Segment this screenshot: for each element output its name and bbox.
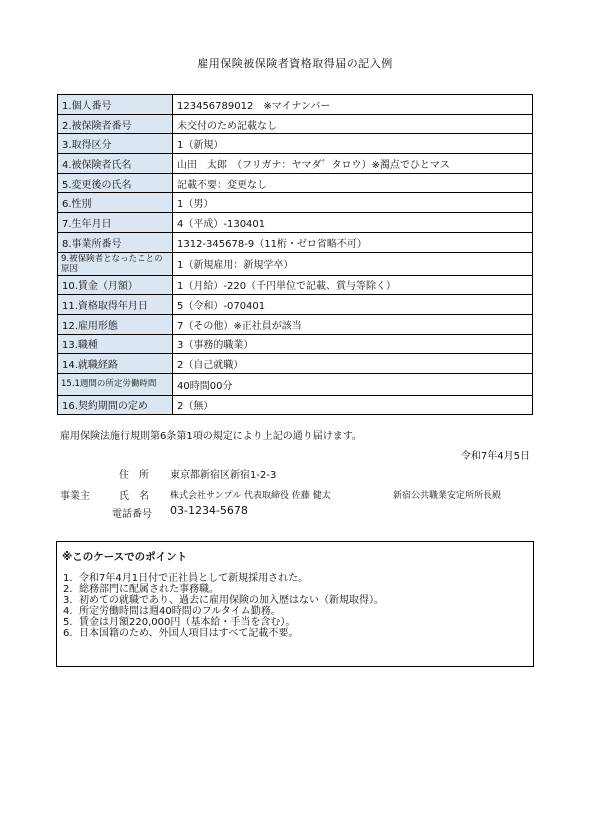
field-label: 7.生年月日 bbox=[58, 213, 173, 233]
field-label: 9.被保険者となったことの原因 bbox=[58, 252, 173, 275]
notice-text: 雇用保険法施行規則第6条第1項の規定により上記の通り届けます。 bbox=[60, 431, 362, 442]
form-row bbox=[58, 95, 533, 115]
field-label: 6.性別 bbox=[58, 193, 173, 213]
form-row bbox=[58, 154, 533, 174]
submission-date: 令和7年4月5日 bbox=[460, 451, 530, 462]
field-value: 123456789012 ※マイナンバー bbox=[173, 95, 533, 115]
field-label: 13.職種 bbox=[58, 334, 173, 354]
point-number: 6. bbox=[63, 628, 73, 639]
form-row bbox=[58, 252, 533, 275]
field-value: 山田 太郎 （フリガナ：ヤマダ゛タロウ）※濁点でひとマス bbox=[173, 154, 533, 174]
field-label: 14.就職経路 bbox=[58, 354, 173, 374]
form-row bbox=[58, 173, 533, 193]
point-item bbox=[57, 606, 384, 617]
point-item bbox=[57, 617, 384, 628]
field-label: 12.雇用形態 bbox=[58, 314, 173, 334]
field-value: 記載不要：変更なし bbox=[173, 173, 533, 193]
field-value: 1（新規雇用：新規学卒） bbox=[173, 252, 533, 275]
point-text: 日本国籍のため、外国人項目はすべて記載不要。 bbox=[79, 628, 299, 639]
point-text: 初めての就職であり、過去に雇用保険の加入歴はない（新規取得）。 bbox=[79, 595, 384, 606]
form-row bbox=[58, 354, 533, 374]
point-item bbox=[57, 573, 384, 584]
form-row bbox=[58, 275, 533, 295]
form-row bbox=[58, 213, 533, 233]
address-label: 住 所 bbox=[119, 470, 149, 481]
form-row bbox=[58, 193, 533, 213]
point-item bbox=[57, 628, 384, 639]
point-number: 1. bbox=[63, 573, 73, 584]
field-label: 15.1週間の所定労働時間 bbox=[58, 373, 173, 395]
field-value: 1312-345678-9（11桁・ゼロ省略不可） bbox=[173, 232, 533, 252]
form-row bbox=[58, 295, 533, 315]
point-text: 所定労働時間は週40時間のフルタイム勤務。 bbox=[79, 606, 281, 617]
point-number: 4. bbox=[63, 606, 73, 617]
field-value: 1（月給）-220（千円単位で記載、賞与等除く） bbox=[173, 275, 533, 295]
point-number: 2. bbox=[63, 584, 73, 595]
point-text: 賃金は月額220,000円（基本給・手当を含む）。 bbox=[79, 617, 296, 628]
field-label: 2.被保険者番号 bbox=[58, 114, 173, 134]
point-number: 3. bbox=[63, 595, 73, 606]
field-value: 未交付のため記載なし bbox=[173, 114, 533, 134]
field-label: 8.事業所番号 bbox=[58, 232, 173, 252]
points-heading: ※このケースでのポイント bbox=[62, 551, 188, 563]
point-text: 総務部門に配属された事務職。 bbox=[79, 584, 219, 595]
point-number: 5. bbox=[63, 617, 73, 628]
field-value: 4（平成）-130401 bbox=[173, 213, 533, 233]
form-row bbox=[58, 114, 533, 134]
points-box bbox=[56, 541, 534, 667]
field-label: 1.個人番号 bbox=[58, 95, 173, 115]
form-row bbox=[58, 373, 533, 395]
field-value: 2（自己就職） bbox=[173, 354, 533, 374]
form-table bbox=[57, 94, 533, 415]
field-label: 3.取得区分 bbox=[58, 134, 173, 154]
field-value: 40時間00分 bbox=[173, 373, 533, 395]
document-title: 雇用保険被保険者資格取得届の記入例 bbox=[197, 57, 393, 70]
field-value: 2（無） bbox=[173, 395, 533, 415]
point-item bbox=[57, 584, 384, 595]
field-label: 4.被保険者氏名 bbox=[58, 154, 173, 174]
phone-label: 電話番号 bbox=[112, 509, 152, 520]
employer-phone: 03-1234-5678 bbox=[170, 504, 248, 517]
form-row bbox=[58, 395, 533, 415]
field-label: 16.契約期間の定め bbox=[58, 395, 173, 415]
field-value: 5（令和）-070401 bbox=[173, 295, 533, 315]
form-row bbox=[58, 232, 533, 252]
employer-label: 事業主 bbox=[60, 491, 90, 502]
field-label: 10.賃金（月額） bbox=[58, 275, 173, 295]
point-item bbox=[57, 595, 384, 606]
point-text: 令和7年4月1日付で正社員として新規採用された。 bbox=[79, 573, 309, 584]
employer-name: 株式会社サンプル 代表取締役 佐藤 健太 bbox=[170, 491, 331, 501]
field-value: 1（新規） bbox=[173, 134, 533, 154]
field-label: 5.変更後の氏名 bbox=[58, 173, 173, 193]
points-list bbox=[57, 573, 384, 639]
form-row bbox=[58, 134, 533, 154]
field-value: 7（その他）※正社員が該当 bbox=[173, 314, 533, 334]
office-addressee: 新宿公共職業安定所所長殿 bbox=[393, 491, 502, 501]
field-value: 1（男） bbox=[173, 193, 533, 213]
form-row bbox=[58, 314, 533, 334]
name-label: 氏 名 bbox=[119, 491, 149, 502]
field-value: 3（事務的職業） bbox=[173, 334, 533, 354]
employer-address: 東京都新宿区新宿1-2-3 bbox=[170, 470, 277, 481]
form-row bbox=[58, 334, 533, 354]
field-label: 11.資格取得年月日 bbox=[58, 295, 173, 315]
